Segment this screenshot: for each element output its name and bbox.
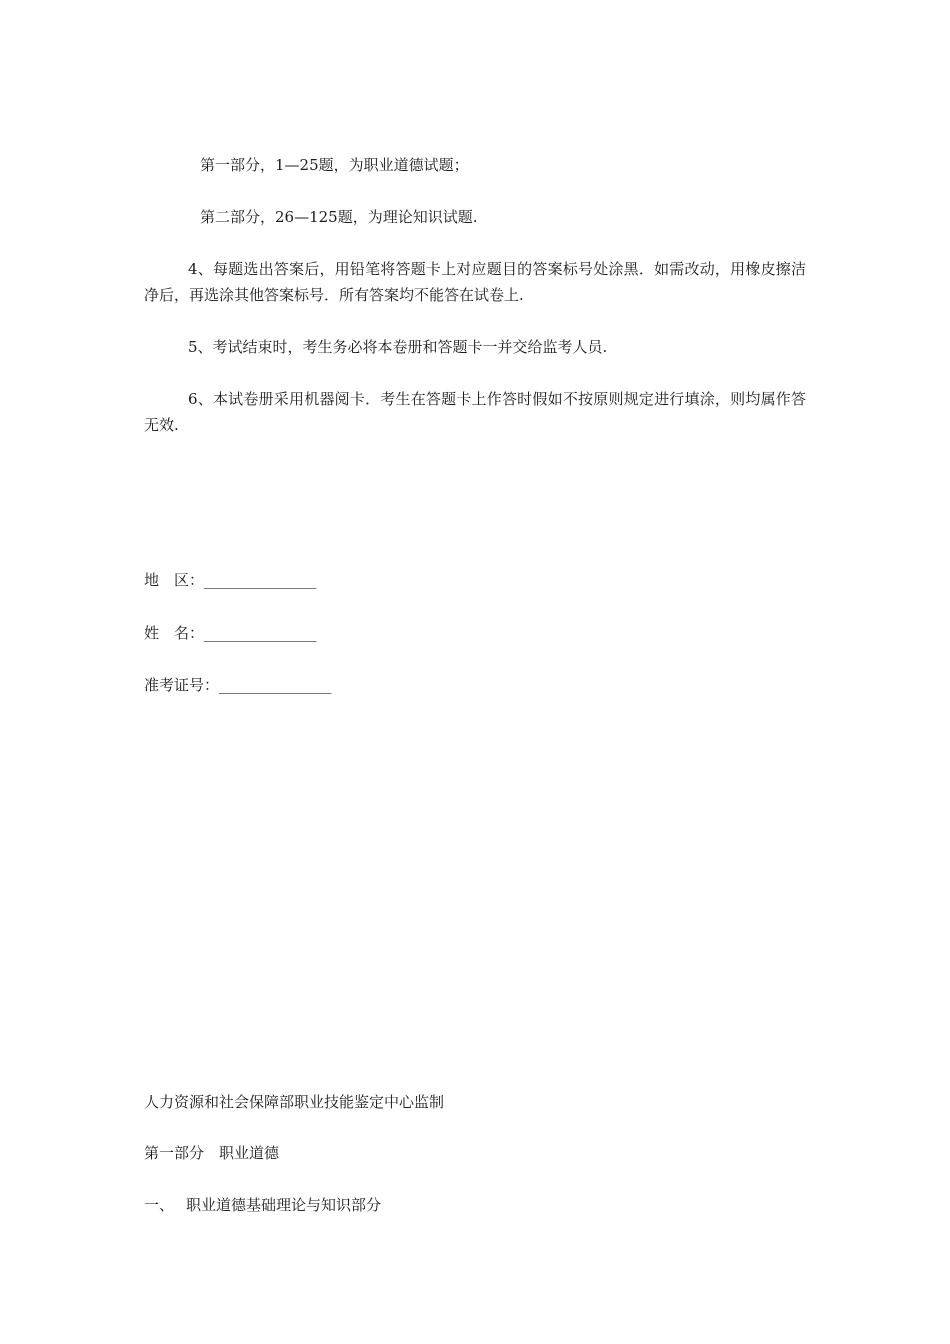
region-field [144, 567, 806, 593]
exam-id-field [144, 672, 806, 698]
exam-id-label: 准考证号： [144, 676, 220, 694]
instruction-part1: 第一部分，1—25题，为职业道德试题； [200, 156, 469, 174]
region-blank: _______________ [204, 571, 317, 589]
exam-id-blank: _______________ [219, 676, 332, 694]
subsection-text: 职业道德基础理论与知识部分 [186, 1196, 382, 1214]
name-label: 姓 名： [144, 624, 205, 642]
subsection-number: 一、 [144, 1196, 175, 1214]
instruction-item-6: 6、本试卷册采用机器阅卡．考生在答题卡上作答时假如不按原则规定进行填涂，则均属作答无效. [144, 390, 806, 434]
name-blank: _______________ [204, 624, 317, 642]
instruction-item-4: 4、每题选出答案后，用铅笔将答题卡上对应题目的答案标号处涂黑．如需改动，用橡皮擦洁净后，再选涂其他答案标号．所有答案均不能答在试卷上. [144, 260, 806, 304]
section-title: 第一部分 职业道德 [144, 1144, 280, 1162]
instruction-part2: 第二部分，26—125题，为理论知识试题. [200, 208, 478, 226]
region-label: 地 区： [144, 571, 205, 589]
name-field [144, 620, 806, 646]
issuer-line: 人力资源和社会保障部职业技能鉴定中心监制 [144, 1093, 445, 1111]
instruction-item-5: 5、考试结束时，考生务必将本卷册和答题卡一并交给监考人员. [188, 338, 608, 356]
subsection-title [144, 1192, 806, 1218]
